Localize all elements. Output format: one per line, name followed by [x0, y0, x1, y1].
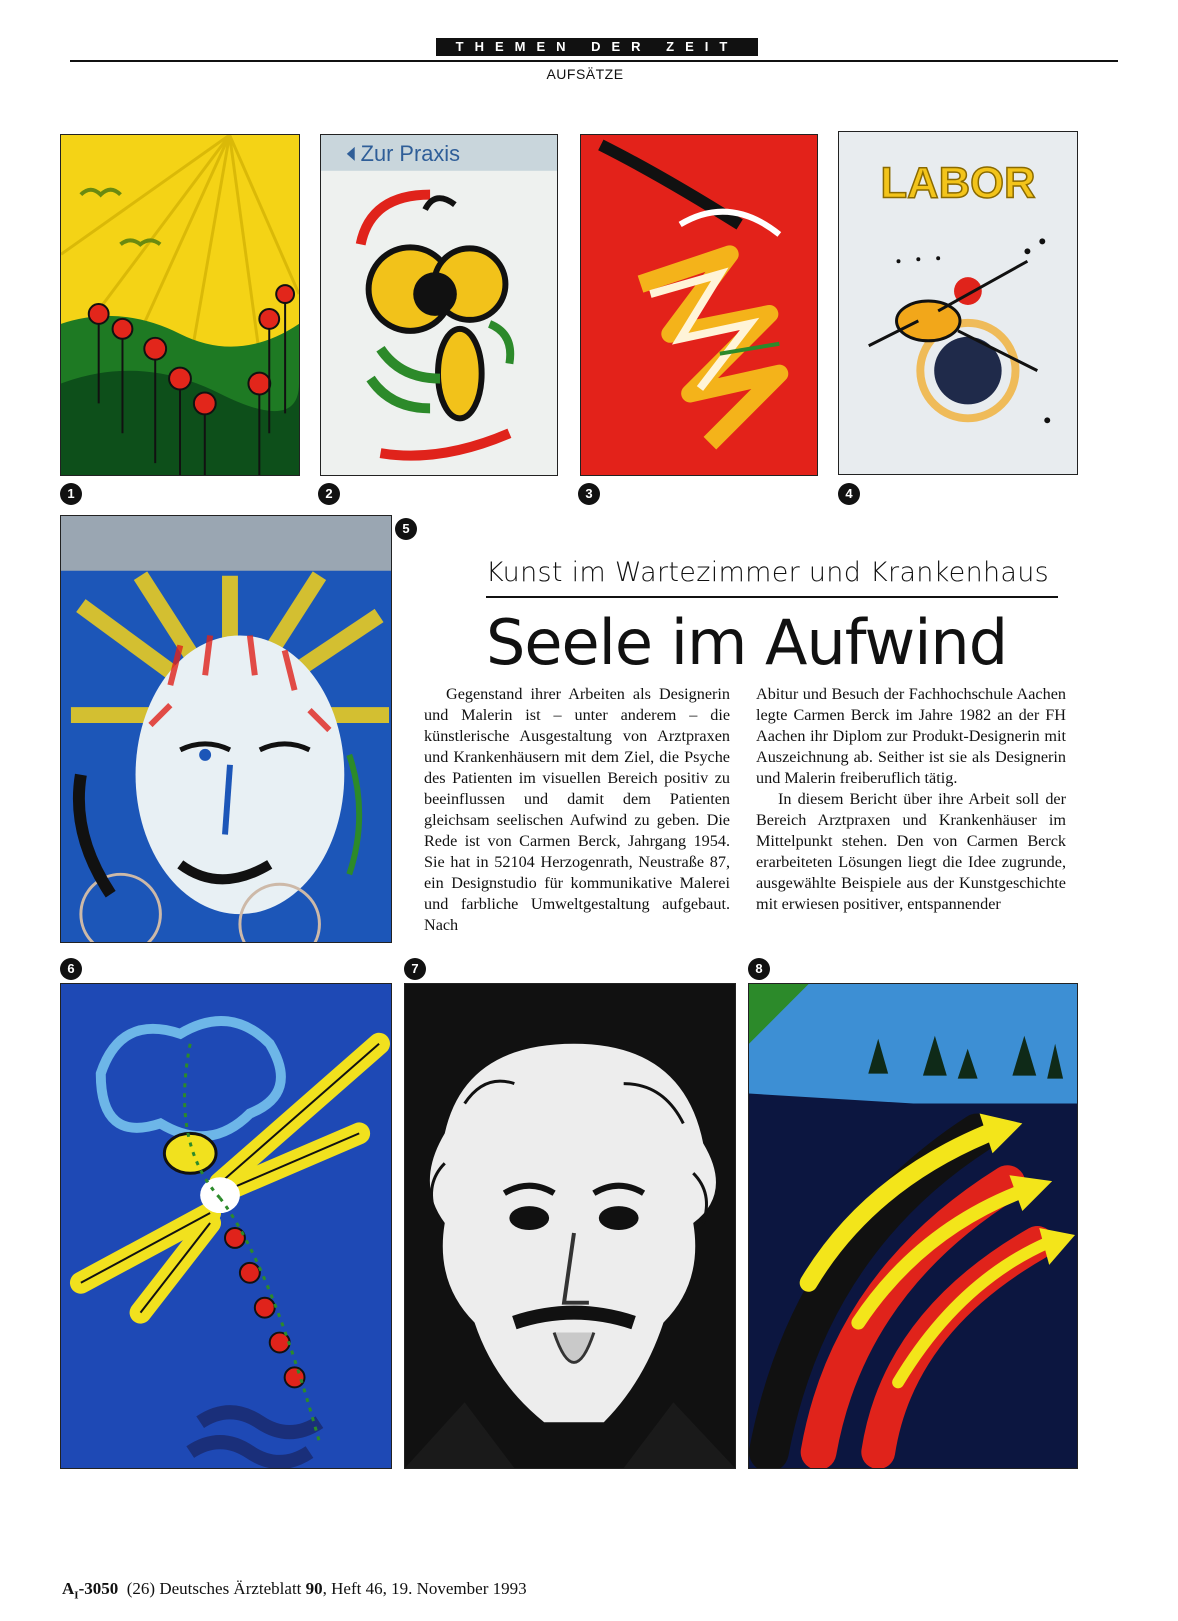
article-column-2	[756, 684, 1066, 946]
header-rule	[70, 60, 1118, 62]
footer-volume: 90	[305, 1579, 323, 1598]
figure-5-image	[60, 515, 392, 943]
column-1-paragraph: Gegenstand ihrer Arbeiten als Designerin und Malerin ist – unter anderem – die künstlerische Ausgestaltung von Arztpraxen und Krankenhäusern mit dem Ziel, die Psyche des Patienten im visuellen Bereich positiv zu beeinflussen und damit dem Patienten gleichsam seelischen Aufwind zu geben. Die Rede ist von Carmen Berck, Jahrgang 1954. Sie hat in 52104 Herzogenrath, Neustraße 87, ein Designstudio für kommunikative Malerei und farbliche Umweltgestaltung aufgebaut. Nach	[424, 685, 730, 934]
figure-7-number: 7	[404, 958, 426, 980]
column-2-paragraph-2: In diesem Bericht über ihre Arbeit soll der Bereich Arztpraxen und Krankenhäuser im Mittelpunkt stehen. Den von Carmen Berck erarbeiteten Lösungen liegt die Idee zugrunde, ausgewählte Beispiele aus der Kunstgeschichte mit erwiesen positiver, entspannender	[756, 790, 1066, 913]
section-band: THEMEN DER ZEIT	[436, 38, 758, 56]
kicker-rule	[486, 596, 1058, 598]
figure-6-image	[60, 983, 392, 1469]
figure-1-image	[60, 134, 300, 476]
footer-issue: , Heft 46, 19. November 1993	[322, 1579, 527, 1598]
figure-4-number: 4	[838, 483, 860, 505]
article-column-1	[424, 684, 730, 946]
figure-7-image	[404, 983, 736, 1469]
figure-8-image	[748, 983, 1078, 1469]
footer-journal: Deutsches Ärzteblatt	[159, 1579, 302, 1598]
footer-code: A	[62, 1579, 75, 1598]
figure-4-sign: LABOR	[880, 158, 1036, 208]
footer-code-number: -3050	[78, 1579, 119, 1598]
column-2-paragraph-1: Abitur und Besuch der Fachhochschule Aachen legte Carmen Berck im Jahre 1982 an der FH Aachen ihr Diplom zur Produkt-Designerin mit Auszeichnung ab. Seither ist sie als Designerin und Malerin freiberuflich tätig.	[756, 685, 1066, 787]
figure-2-image	[320, 134, 558, 476]
figure-2-sign: Zur Praxis	[360, 140, 460, 166]
section-label: AUFSÄTZE	[546, 66, 624, 82]
figure-8-number: 8	[748, 958, 770, 980]
figure-5-number: 5	[395, 518, 417, 540]
figure-3-image	[580, 134, 818, 476]
page-footer	[62, 1579, 762, 1601]
article-kicker: Kunst im Wartezimmer und Krankenhaus	[486, 557, 1050, 588]
footer-code-sub: I	[74, 1589, 79, 1602]
figure-4-image	[838, 131, 1078, 475]
footer-page: (26)	[126, 1579, 156, 1598]
figure-3-number: 3	[578, 483, 600, 505]
figure-1-number: 1	[60, 483, 82, 505]
figure-6-number: 6	[60, 958, 82, 980]
figure-2-number: 2	[318, 483, 340, 505]
article-title: Seele im Aufwind	[486, 606, 1008, 679]
